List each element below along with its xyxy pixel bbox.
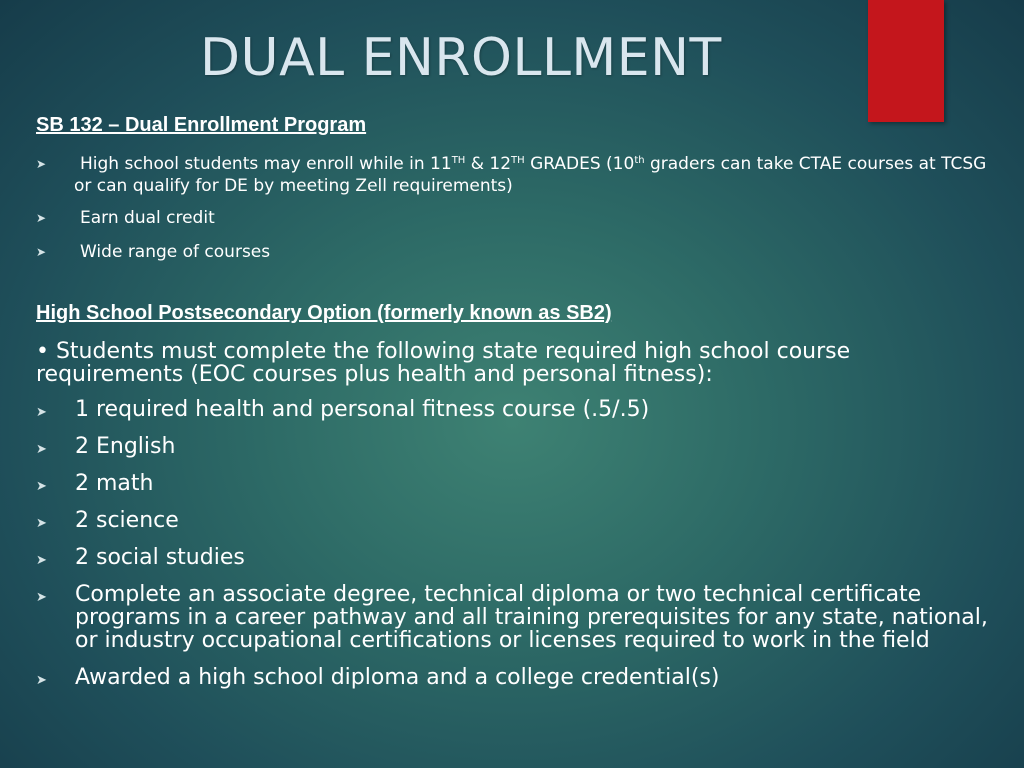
list-item	[36, 435, 996, 458]
requirements-bullet-list	[36, 398, 996, 703]
arrow-bullet-icon: ➤	[36, 211, 47, 225]
bullet-text-part: & 12	[465, 154, 512, 174]
arrow-bullet-icon: ➤	[36, 590, 47, 605]
sb132-bullet-list	[36, 153, 996, 275]
list-item	[36, 207, 996, 229]
superscript-th: th	[634, 155, 645, 166]
section-heading-postsecondary: High School Postsecondary Option (formerly known as SB2)	[36, 302, 612, 324]
list-item	[36, 509, 996, 532]
arrow-bullet-icon: ➤	[36, 516, 47, 531]
bullet-text: Complete an associate degree, technical diploma or two technical certificate programs in a career pathway and all training prerequisites for any state, national, or industry occupational certifications or licenses required to work in the field	[75, 582, 988, 653]
list-item	[36, 398, 996, 421]
arrow-bullet-icon: ➤	[36, 245, 47, 259]
list-item	[36, 153, 996, 197]
bullet-text: 2 social studies	[75, 545, 245, 570]
red-accent-bar	[868, 0, 944, 122]
list-item	[36, 546, 996, 569]
bullet-text: 1 required health and personal fitness course (.5/.5)	[75, 397, 650, 422]
bullet-text: 2 math	[75, 471, 154, 496]
arrow-bullet-icon: ➤	[36, 553, 47, 568]
list-item	[36, 472, 996, 495]
bullet-text: Earn dual credit	[80, 208, 215, 228]
superscript-th: TH	[511, 155, 525, 166]
requirements-intro: • Students must complete the following state required high school course requirements (EOC courses plus health and personal fitness):	[36, 339, 851, 387]
bullet-text-part: GRADES (10	[524, 154, 635, 174]
bullet-text: Wide range of courses	[80, 242, 271, 262]
arrow-bullet-icon: ➤	[36, 442, 47, 457]
arrow-bullet-icon: ➤	[36, 673, 47, 688]
arrow-bullet-icon: ➤	[36, 405, 47, 420]
list-item	[36, 666, 996, 689]
bullet-text: 2 science	[75, 508, 179, 533]
bullet-text-part: graders can take CTAE courses at TCSG or can qualify for DE by meeting Zell requirements)	[74, 154, 987, 196]
arrow-bullet-icon: ➤	[36, 479, 47, 494]
bullet-text: Awarded a high school diploma and a college credential(s)	[75, 665, 720, 690]
bullet-text: 2 English	[75, 434, 176, 459]
section-heading-sb132: SB 132 – Dual Enrollment Program	[36, 114, 367, 136]
list-item	[36, 583, 996, 652]
superscript-th: TH	[451, 155, 466, 166]
slide-title: DUAL ENROLLMENT	[200, 28, 722, 88]
bullet-text-part: High school students may enroll while in 11	[80, 154, 452, 174]
arrow-bullet-icon: ➤	[36, 157, 47, 171]
list-item	[36, 241, 996, 263]
